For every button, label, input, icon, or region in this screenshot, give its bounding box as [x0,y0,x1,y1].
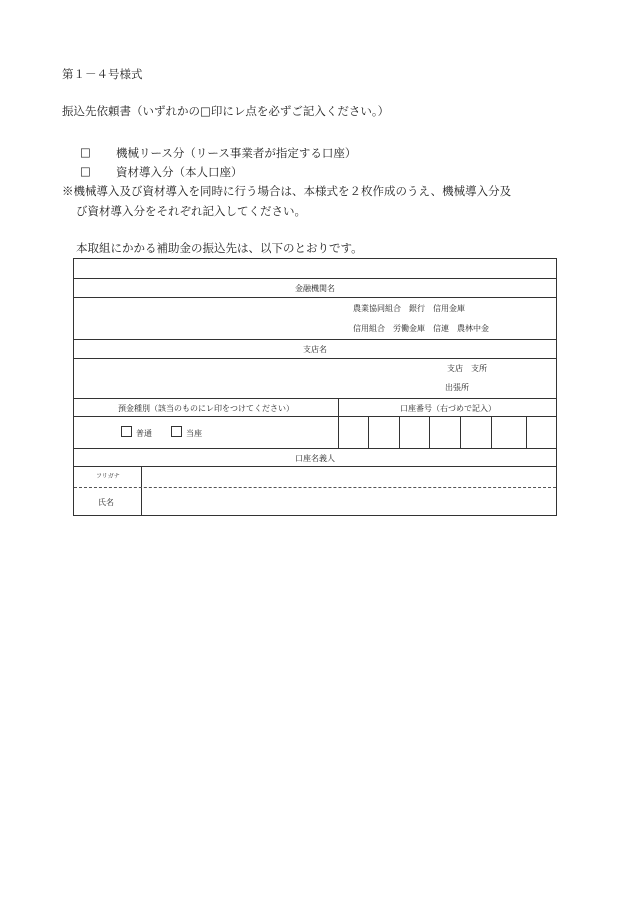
account-digit-4[interactable] [430,417,460,448]
transfer-form-table [73,258,557,516]
deposit-current-option[interactable] [171,426,202,439]
note-line-2: び資材導入分をそれぞれ記入してください。 [76,204,306,218]
bank-name-header: 金融機関名 [295,284,335,293]
deposit-type-header: 預金種別（該当のものにレ印をつけてください） [118,404,294,413]
deposit-current-label: 当座 [186,429,202,438]
account-digit-3[interactable] [400,417,429,448]
form-number: 第１－４号様式 [62,67,143,81]
checkbox-icon[interactable] [121,426,132,437]
account-digit-2[interactable] [369,417,399,448]
option-box-lease[interactable]: □ [80,145,91,159]
account-digit-5[interactable] [461,417,491,448]
account-digit-6[interactable] [492,417,526,448]
bank-type-options-1: 農業協同組合 銀行 信用金庫 [353,304,465,313]
branch-name-header: 支店名 [303,345,327,354]
holder-name-label: 氏名 [98,498,114,507]
account-digit-7[interactable] [527,417,557,448]
furigana-input[interactable] [142,467,556,487]
deposit-ordinary-option[interactable] [121,426,152,439]
note-line-1: ※機械導入及び資材導入を同時に行う場合は、本様式を２枚作成のうえ、機械導入分及 [62,184,512,198]
deposit-ordinary-label: 普通 [136,429,152,438]
bank-type-options-2: 信用組合 労働金庫 信連 農林中金 [353,324,489,333]
branch-type-options-1: 支店 支所 [447,364,487,373]
document-title: 振込先依頼書（いずれかの□印にレ点を必ずご記入ください。） [62,104,390,118]
furigana-label: フリガナ [96,473,120,480]
branch-type-options-2: 出張所 [445,383,469,392]
blank-top-row[interactable] [74,259,556,278]
intro-text: 本取組にかかる補助金の振込先は、以下のとおりです。 [76,241,363,255]
holder-name-input[interactable] [142,488,556,516]
bank-name-input[interactable] [74,298,338,338]
account-number-header: 口座番号（右づめで記入） [400,404,496,413]
option-box-material[interactable]: □ [80,164,91,178]
checkbox-icon[interactable] [171,426,182,437]
option-label-lease: 機械リース分（リース事業者が指定する口座） [116,146,357,160]
account-digit-1[interactable] [339,417,368,448]
account-holder-header: 口座名義人 [295,454,335,463]
branch-name-input[interactable] [74,359,434,397]
option-label-material: 資材導入分（本人口座） [116,165,243,179]
